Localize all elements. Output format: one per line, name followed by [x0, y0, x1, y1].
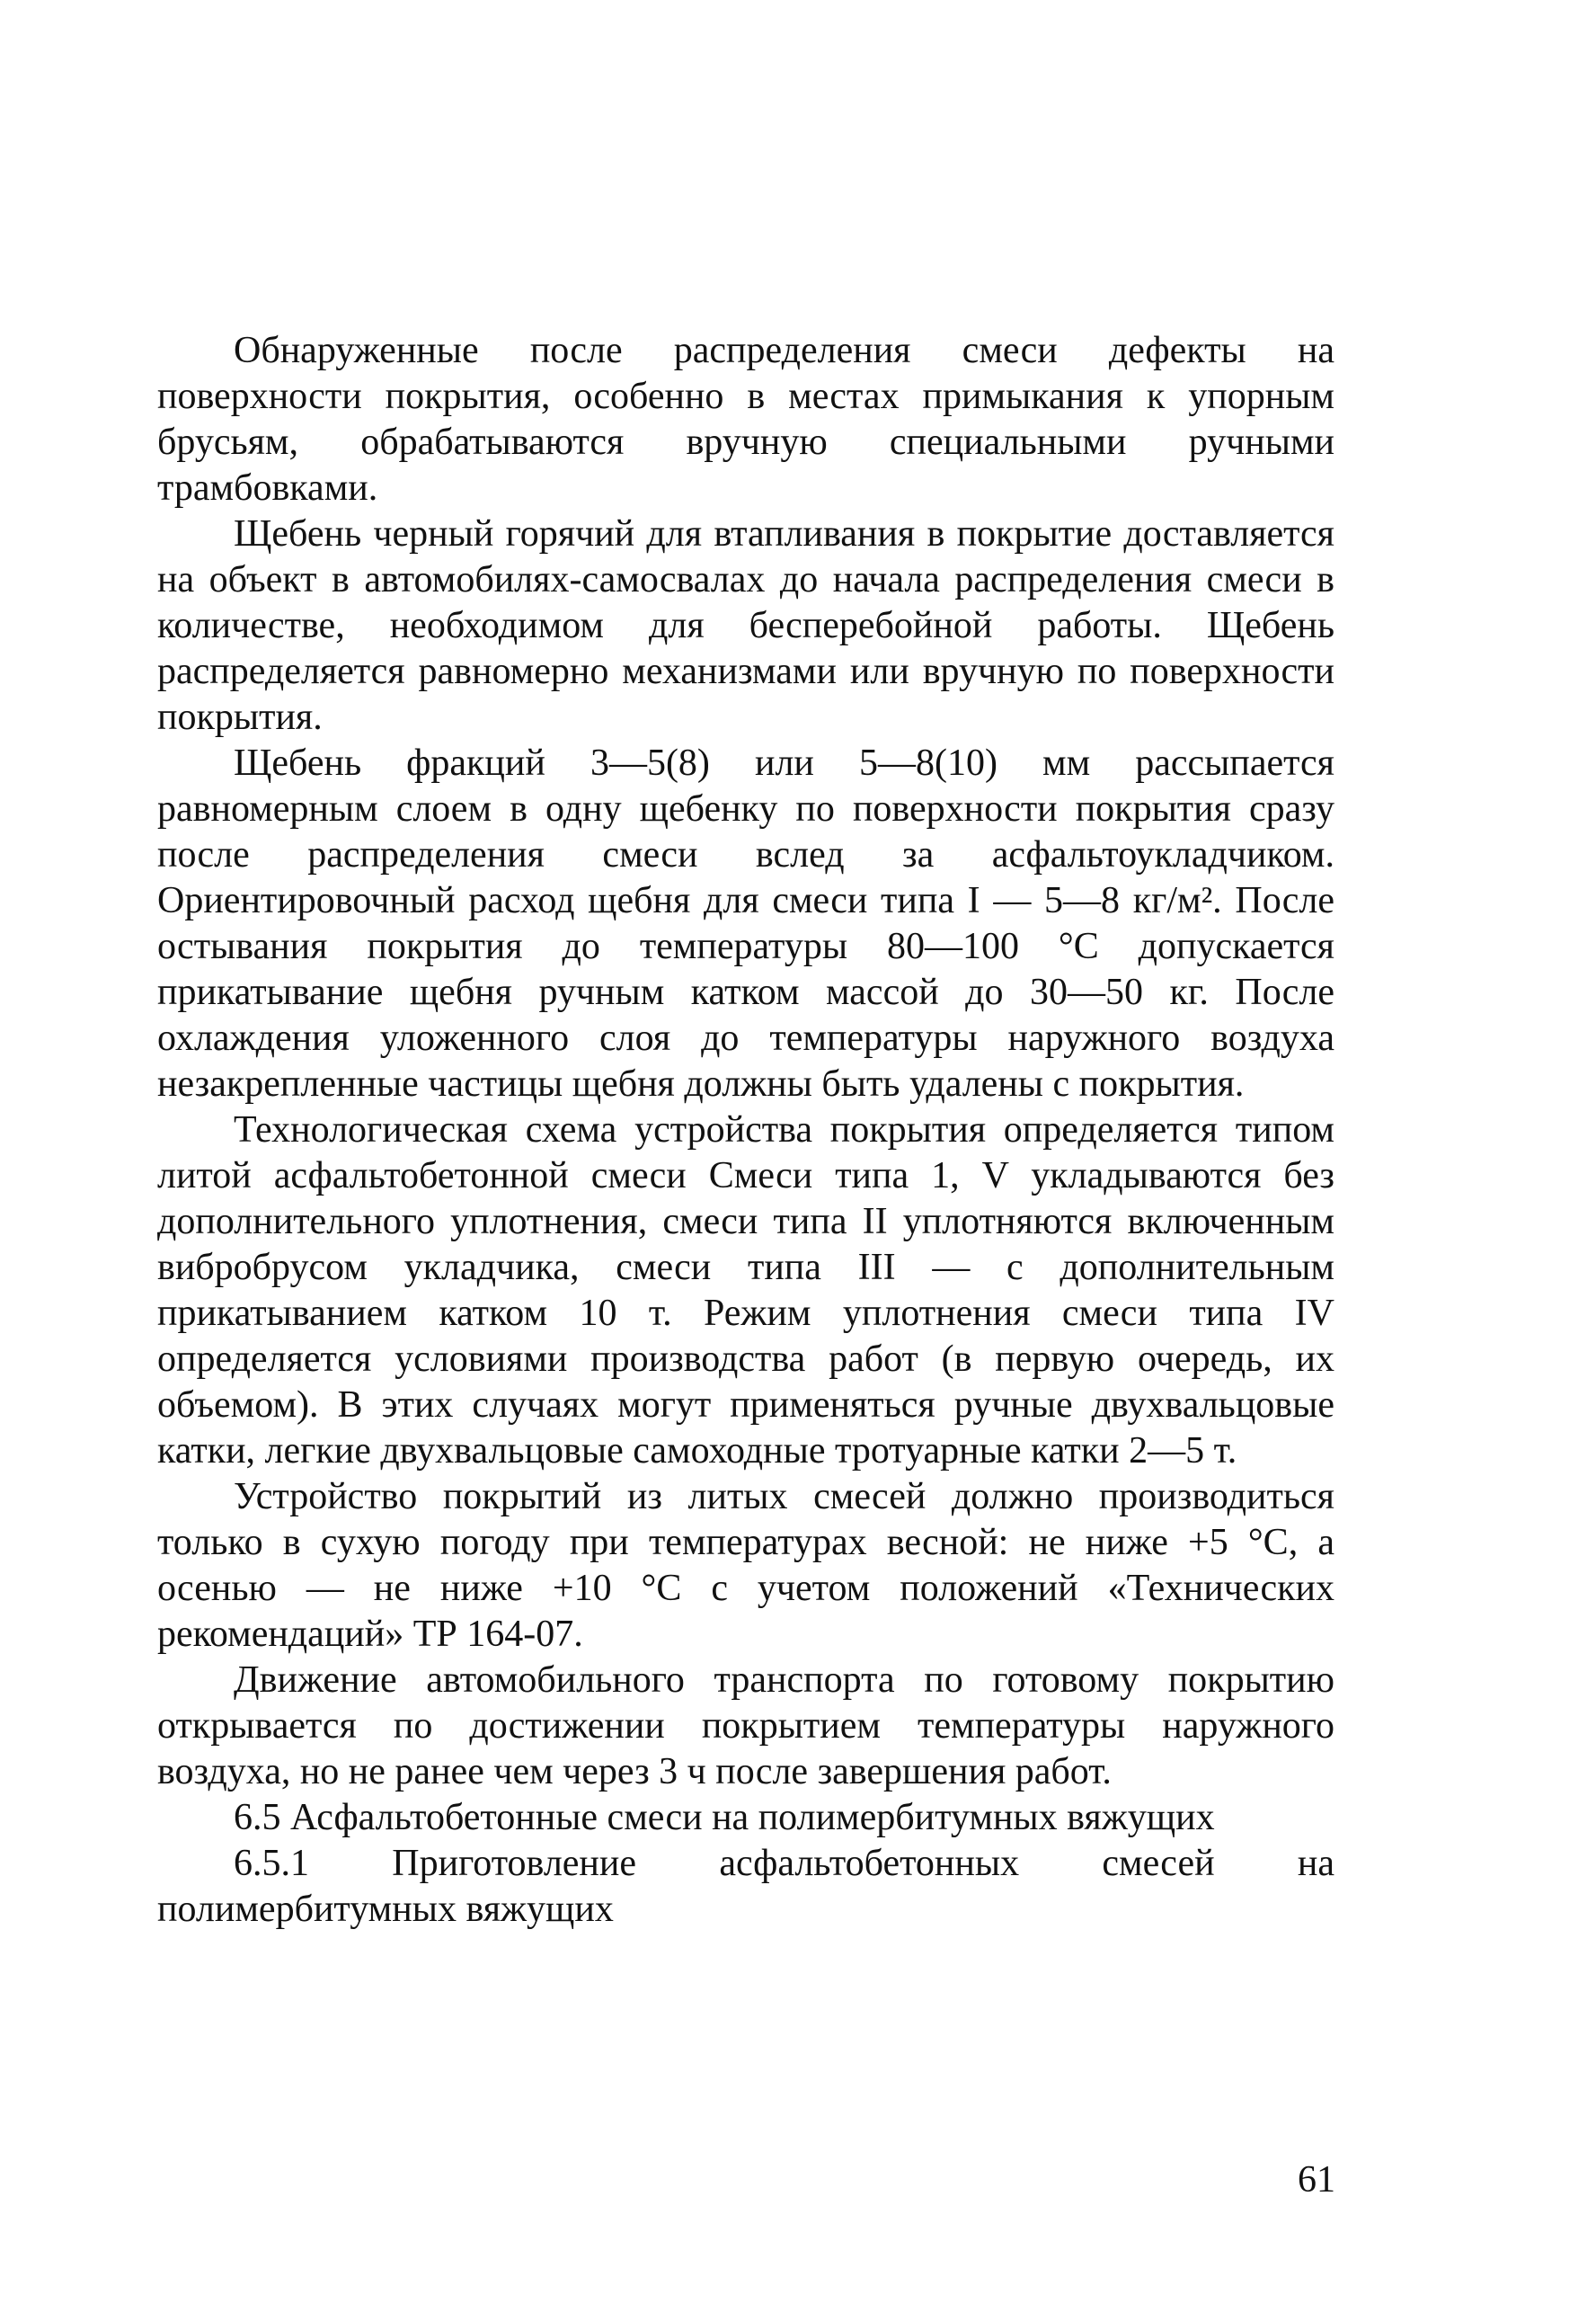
body-text: [157, 328, 1334, 1933]
paragraph-defects: Обнаруженные после распределения смеси дефекты на поверхности покрытия, особенно в местах примыкания к упорным брусьям, обрабатываются вручную специальными ручными трамбовками.: [157, 330, 1334, 509]
paragraph-traffic-opening: Движение автомобильного транспорта по готовому покрытию открывается по достижении покрытием температуры наружного воздуха, но не ранее чем через 3 ч после завершения работ.: [157, 1659, 1334, 1792]
section-heading-6-5-1: 6.5.1 Приготовление асфальтобетонных смесей на полимербитумных вяжущих: [157, 1843, 1334, 1930]
paragraph-technological-scheme: Технологическая схема устройства покрытия определяется типом литой асфальтобетонной смеси Смеси типа 1, V укладываются без дополнительного уплотнения, смеси типа II уплотняются включенным вибробрусом укладчика, смеси типа III — с дополнительным прикатыванием катком 10 т. Режим уплотнения смеси типа IV определяется условиями производства работ (в первую очередь, их объемом). В этих случаях могут применяться ручные двухвальцовые катки, легкие двухвальцовые самоходные тротуарные катки 2—5 т.: [157, 1109, 1334, 1472]
paragraph-black-gravel-delivery: Щебень черный горячий для втапливания в покрытие доставляется на объект в автомобилях-самосвалах до начала распределения смеси в количестве, необходимом для бесперебойной работы. Щебень распределяется равномерно механизмами или вручную по поверхности покрытия.: [157, 513, 1334, 738]
section-heading-6-5: 6.5 Асфальтобетонные смеси на полимербитумных вяжущих: [234, 1797, 1215, 1838]
paragraph-gravel-fractions: Щебень фракций 3—5(8) или 5—8(10) мм рассыпается равномерным слоем в одну щебенку по поверхности покрытия сразу после распределения смеси вслед за асфальтоукладчиком. Ориентировочный расход щебня для смеси типа I — 5—8 кг/м². После остывания покрытия до температуры 80—100 °С допускается прикатывание щебня ручным катком массой до 30—50 кг. После охлаждения уложенного слоя до температуры наружного воздуха незакрепленные частицы щебня должны быть удалены с покрытия.: [157, 742, 1334, 1105]
page-number: 61: [1298, 2159, 1335, 2201]
paragraph-weather-conditions: Устройство покрытий из литых смесей должно производиться только в сухую погоду при температурах весной: не ниже +5 °С, а осенью — не ниже +10 °С с учетом положений «Технических рекомендаций» ТР 164-07.: [157, 1476, 1334, 1655]
